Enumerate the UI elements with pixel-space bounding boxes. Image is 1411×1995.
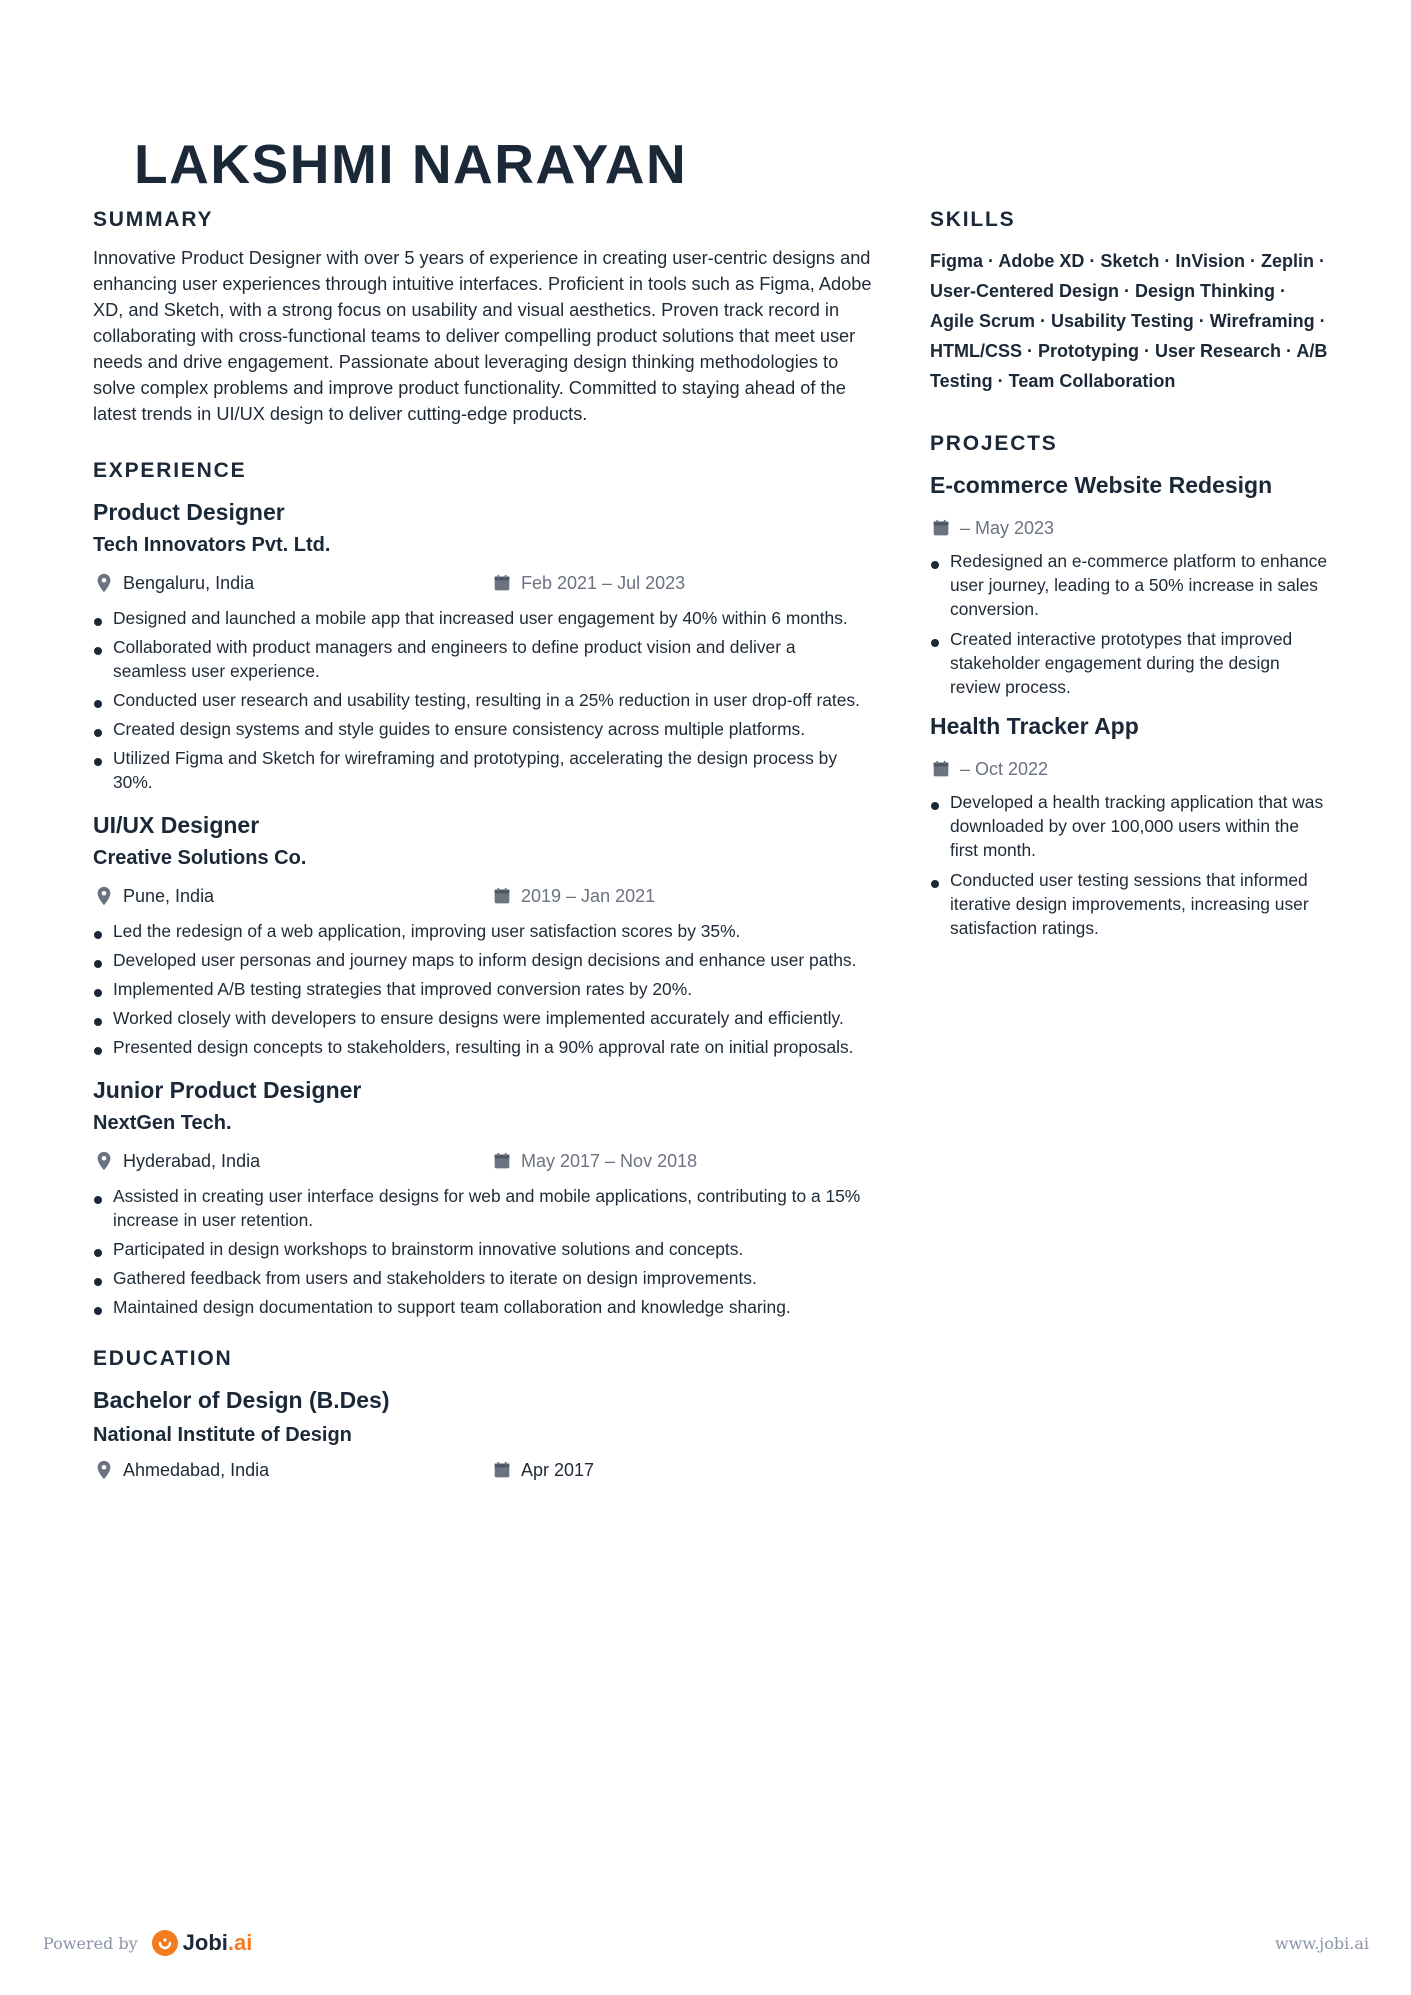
job-title: Product Designer [93,499,285,525]
job-dates [491,1150,697,1172]
job-dates [491,572,685,594]
job-dates-text: May 2017 – Nov 2018 [521,1150,698,1171]
list-item: Worked closely with developers to ensure designs were implemented accurately and efficiently. [93,1006,873,1030]
list-item: Redesigned an e-commerce platform to enhance user journey, leading to a 50% increase in sales conversion. [930,549,1330,621]
calendar-icon [491,572,513,594]
jobi-logo-text [183,1930,253,1956]
projects-heading: PROJECTS [930,432,1058,455]
website-link[interactable]: www.jobi.ai [1275,1934,1369,1953]
map-pin-icon [93,1150,115,1172]
school-name: National Institute of Design [93,1424,352,1446]
list-item: Conducted user testing sessions that informed iterative design improvements, increasing user satisfaction ratings. [930,868,1330,940]
experience-heading: EXPERIENCE [93,459,247,482]
list-item: Utilized Figma and Sketch for wireframing and prototyping, accelerating the design process by 30%. [93,746,873,794]
project-entry [930,711,1330,940]
degree-title: Bachelor of Design (B.Des) [93,1387,390,1413]
calendar-icon [930,517,952,539]
list-item: Maintained design documentation to support team collaboration and knowledge sharing. [93,1295,873,1319]
brand-main: Jobi [182,1930,228,1955]
map-pin-icon [93,1459,115,1481]
list-item: Designed and launched a mobile app that increased user engagement by 40% within 6 months. [93,606,873,630]
list-item: Created design systems and style guides to ensure consistency across multiple platforms. [93,717,873,741]
job-bullets [93,606,873,794]
job-company: Tech Innovators Pvt. Ltd. [93,534,331,556]
job-meta [93,1150,873,1176]
list-item: Implemented A/B testing strategies that improved conversion rates by 20%. [93,977,873,1001]
job-dates-text: 2019 – Jan 2021 [521,885,656,906]
jobi-logo-icon [152,1930,178,1956]
skills-section [930,206,1330,396]
job-entry [93,1075,873,1319]
list-item: Developed a health tracking application that was downloaded by over 100,000 users within the first month. [930,790,1330,862]
list-item: Created interactive prototypes that improved stakeholder engagement during the design review process. [930,627,1330,699]
side-column [930,206,1330,946]
job-location [93,572,254,594]
brand-suffix: .ai [227,1930,253,1955]
list-item: Developed user personas and journey maps to inform design decisions and enhance user paths. [93,948,873,972]
job-meta [93,885,873,911]
job-location [93,885,214,907]
experience-section [93,457,873,1319]
list-item: Presented design concepts to stakeholders, resulting in a 90% approval rate on initial proposals. [93,1035,873,1059]
job-entry [93,810,873,1059]
job-title: Junior Product Designer [93,1077,362,1103]
project-title: Health Tracker App [930,713,1139,739]
project-bullets [930,549,1330,699]
job-location-text: Bengaluru, India [123,572,255,593]
job-bullets [93,1184,873,1319]
project-date-text: – May 2023 [960,517,1055,538]
map-pin-icon [93,885,115,907]
project-bullets [930,790,1330,940]
main-column [93,206,873,1485]
education-heading: EDUCATION [93,1347,233,1370]
job-title: UI/UX Designer [93,812,260,838]
job-company: NextGen Tech. [93,1112,232,1134]
list-item: Assisted in creating user interface designs for web and mobile applications, contributing to a 15% increase in user retention. [93,1184,873,1232]
job-meta [93,572,873,598]
footer-branding[interactable] [43,1930,252,1956]
project-title: E-commerce Website Redesign [930,472,1273,498]
job-dates [491,885,655,907]
calendar-icon [930,758,952,780]
job-dates-text: Feb 2021 – Jul 2023 [521,572,686,593]
skills-heading: SKILLS [930,208,1016,231]
project-date-text: – Oct 2022 [960,758,1049,779]
calendar-icon [491,1150,513,1172]
list-item: Conducted user research and usability testing, resulting in a 25% reduction in user drop-off rates. [93,688,873,712]
education-date [491,1459,594,1481]
summary-heading: SUMMARY [93,208,214,231]
job-bullets [93,919,873,1059]
education-location-text: Ahmedabad, India [123,1459,270,1480]
project-date [930,515,1330,541]
skills-list: Figma · Adobe XD · Sketch · InVision · Zeplin · User-Centered Design · Design Thinking · Agile Scrum · Usability Testing · Wireframing · HTML/CSS · Prototyping · User Research · A/B Testing · Team Collaboration [930,251,1328,391]
list-item: Led the redesign of a web application, improving user satisfaction scores by 35%. [93,919,873,943]
map-pin-icon [93,572,115,594]
education-location [93,1459,269,1481]
calendar-icon [491,885,513,907]
powered-by-label: Powered by [43,1933,138,1953]
job-company: Creative Solutions Co. [93,847,307,869]
summary-section [93,206,873,427]
summary-text: Innovative Product Designer with over 5 years of experience in creating user-centric designs and enhancing user experiences through intuitive interfaces. Proficient in tools such as Figma, Adobe XD, and Sketch, with a strong focus on usability and visual aesthetics. Proven track record in collaborating with cross-functional teams to deliver compelling product solutions that meet user needs and drive engagement. Passionate about leveraging design thinking methodologies to solve complex problems and improve product functionality. Committed to staying ahead of the latest trends in UI/UX design to deliver cutting-edge products. [93,248,872,424]
calendar-icon [491,1459,513,1481]
candidate-name: LAKSHMI NARAYAN [134,133,688,195]
project-date [930,756,1330,782]
education-meta [93,1459,873,1485]
education-date-text: Apr 2017 [521,1459,595,1480]
job-location [93,1150,260,1172]
job-location-text: Hyderabad, India [123,1150,261,1171]
list-item: Collaborated with product managers and engineers to define product vision and deliver a seamless user experience. [93,635,873,683]
project-entry [930,470,1330,699]
list-item: Participated in design workshops to brainstorm innovative solutions and concepts. [93,1237,873,1261]
education-section [93,1345,873,1485]
job-location-text: Pune, India [123,885,215,906]
job-entry [93,497,873,794]
list-item: Gathered feedback from users and stakeholders to iterate on design improvements. [93,1266,873,1290]
projects-section [930,430,1330,940]
